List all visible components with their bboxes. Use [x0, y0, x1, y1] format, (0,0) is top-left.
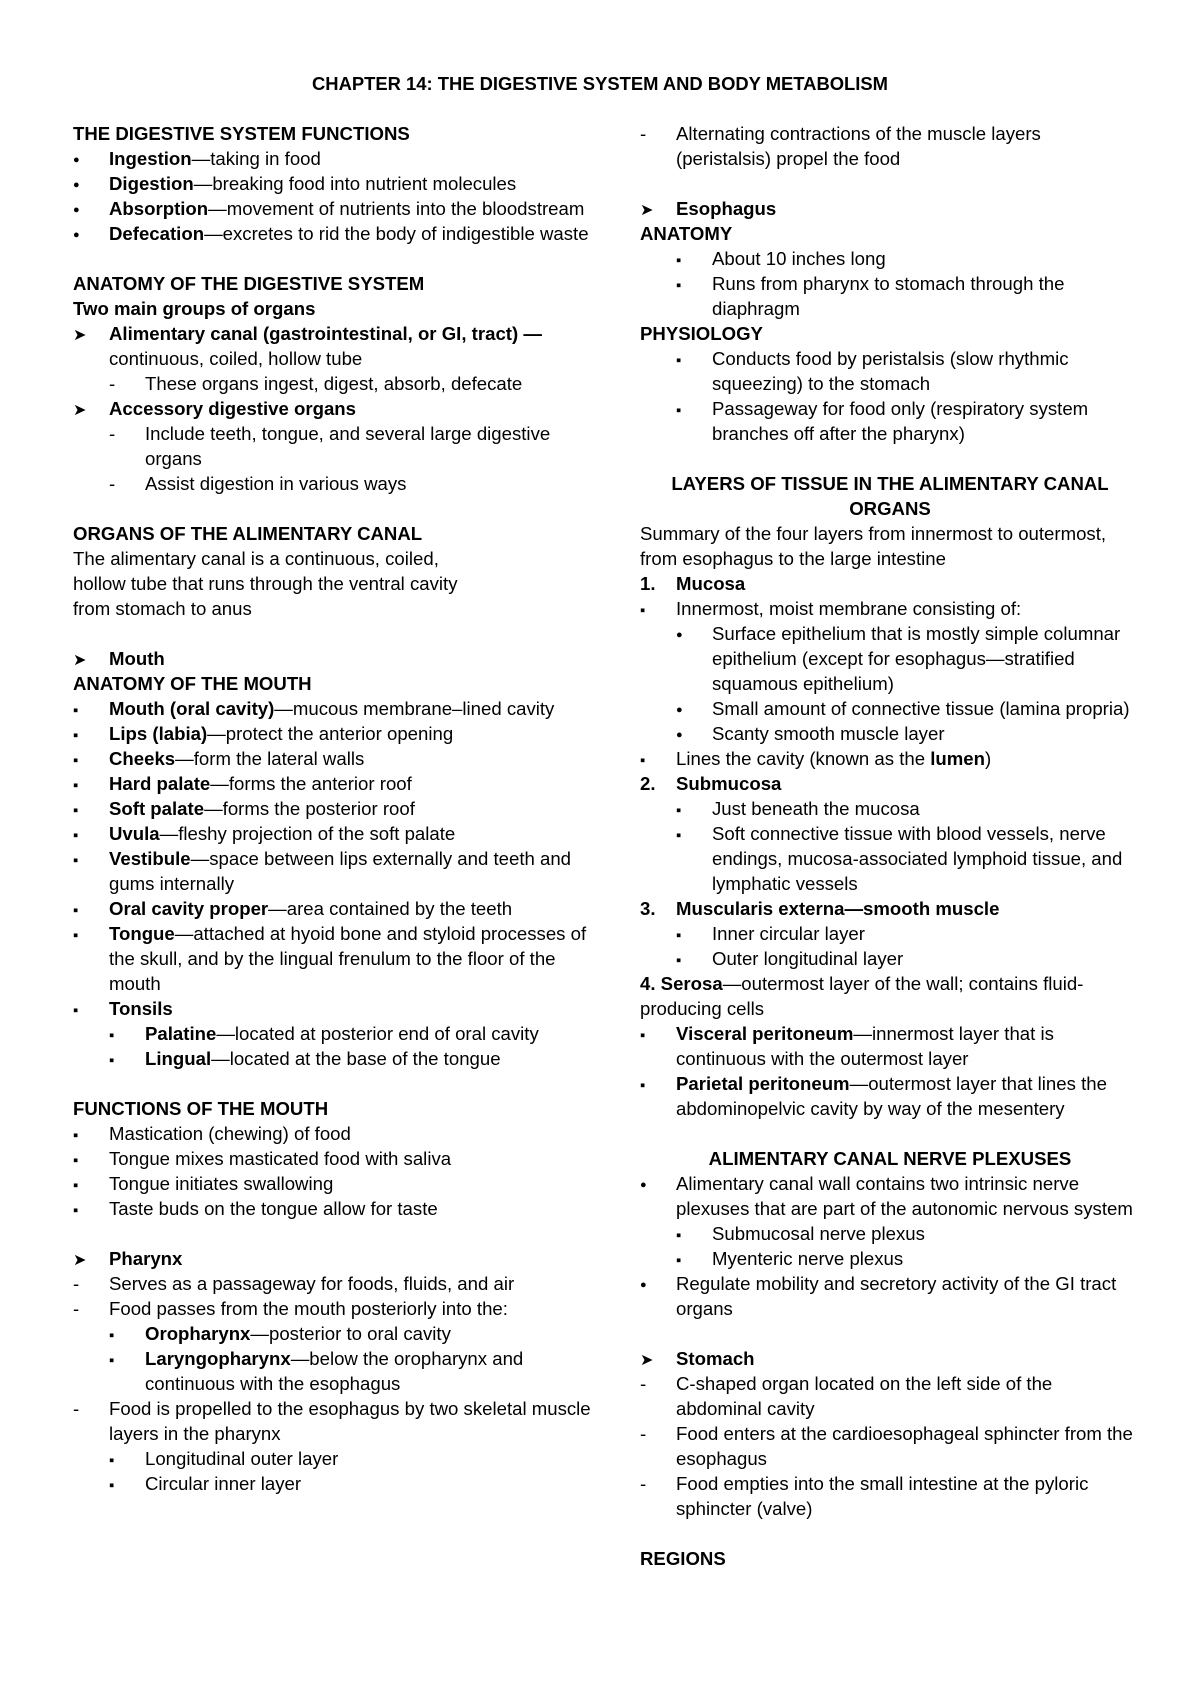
- item-text: —space between lips externally and teeth and gums internally: [109, 848, 572, 894]
- item-text: Alternating contractions of the muscle layers (peristalsis) propel the food: [676, 123, 1041, 169]
- section-heading: ANATOMY OF THE MOUTH: [73, 673, 312, 694]
- square-marker-icon: [73, 1146, 78, 1173]
- item-text: —attached at hyoid bone and styloid processes of the skull, and by the lingual frenulum to the floor of the mouth: [109, 923, 587, 994]
- term-bold: Parietal peritoneum: [676, 1073, 850, 1094]
- section-heading: FUNCTIONS OF THE MOUTH: [73, 1098, 329, 1119]
- square-marker-icon: [73, 821, 78, 848]
- section-heading: ANATOMY: [640, 223, 733, 244]
- section-heading: ORGANS OF THE ALIMENTARY CANAL: [73, 523, 423, 544]
- square-marker-icon: [640, 596, 645, 623]
- paragraph-text: [640, 971, 1140, 1021]
- spacer: [73, 496, 593, 521]
- arrow-marker-icon: [73, 321, 86, 348]
- list-item: [73, 821, 593, 846]
- list-item: [640, 121, 1140, 171]
- item-text: Runs from pharynx to stomach through the diaphragm: [712, 273, 1065, 319]
- term-bold: Absorption: [109, 198, 209, 219]
- list-number: 1.: [640, 573, 656, 594]
- list-number: 2.: [640, 773, 656, 794]
- list-item: [73, 146, 593, 171]
- term-bold: Lips (labia): [109, 723, 208, 744]
- square-marker-icon: [109, 1321, 114, 1348]
- term-bold: Stomach: [676, 1348, 755, 1369]
- list-item: [73, 421, 593, 471]
- term-bold: Laryngopharynx: [145, 1348, 291, 1369]
- item-text: —forms the anterior roof: [210, 773, 412, 794]
- square-marker-icon: [676, 821, 681, 848]
- term-bold: Digestion: [109, 173, 194, 194]
- bullet-marker-icon: [640, 1271, 647, 1300]
- item-text: Tongue mixes masticated food with saliva: [109, 1148, 452, 1169]
- square-marker-icon: [73, 996, 78, 1023]
- item-text: Soft connective tissue with blood vessels, nerve endings, mucosa-associated lymphoid tissue, and lymphatic vessels: [712, 823, 1123, 894]
- list-item: [640, 571, 1140, 596]
- square-marker-icon: [73, 896, 78, 923]
- square-marker-icon: [109, 1021, 114, 1048]
- term-bold: Accessory digestive organs: [109, 398, 356, 419]
- arrow-marker-icon: [640, 196, 653, 223]
- square-marker-icon: [73, 771, 78, 798]
- square-marker-icon: [676, 271, 681, 298]
- section-heading: ALIMENTARY CANAL NERVE PLEXUSES: [708, 1148, 1072, 1169]
- term-bold: Soft palate: [109, 798, 205, 819]
- list-item: [73, 371, 593, 396]
- list-item: [73, 846, 593, 896]
- list-item: [73, 771, 593, 796]
- square-marker-icon: [73, 1171, 78, 1198]
- list-item: [73, 1446, 593, 1471]
- term-bold: Lingual: [145, 1048, 212, 1069]
- list-item: [640, 946, 1140, 971]
- spacer: [640, 1521, 1140, 1546]
- list-item: [73, 196, 593, 221]
- list-item: [73, 896, 593, 921]
- dash-marker-icon: [109, 471, 115, 496]
- arrow-marker-icon: [73, 396, 86, 423]
- list-item: [73, 1321, 593, 1346]
- item-text: Food passes from the mouth posteriorly into the:: [109, 1298, 508, 1319]
- square-marker-icon: [73, 1121, 78, 1148]
- term-bold: Hard palate: [109, 773, 211, 794]
- list-item: [73, 171, 593, 196]
- item-text: Include teeth, tongue, and several large digestive organs: [145, 423, 551, 469]
- list-item: [73, 396, 593, 421]
- term-bold: Oropharynx: [145, 1323, 251, 1344]
- item-text: Conducts food by peristalsis (slow rhythmic squeezing) to the stomach: [712, 348, 1069, 394]
- item-text: Food empties into the small intestine at the pyloric sphincter (valve): [676, 1473, 1089, 1519]
- item-text: Surface epithelium that is mostly simple columnar epithelium (except for esophagus—stratified squamous epithelium): [712, 623, 1121, 694]
- item-text: —area contained by the teeth: [268, 898, 513, 919]
- list-number: 3.: [640, 898, 656, 919]
- square-marker-icon: [73, 846, 78, 873]
- list-item: [73, 1471, 593, 1496]
- item-text: Serves as a passageway for foods, fluids, and air: [109, 1273, 515, 1294]
- item-text: Mastication (chewing) of food: [109, 1123, 351, 1144]
- list-item: [73, 1296, 593, 1321]
- item-text: —fleshy projection of the soft palate: [159, 823, 456, 844]
- paragraph-text: The alimentary canal is a continuous, coiled,: [73, 548, 439, 569]
- arrow-marker-icon: [640, 1346, 653, 1373]
- item-text: —protect the anterior opening: [207, 723, 454, 744]
- term-bold: Palatine: [145, 1023, 217, 1044]
- term-bold: Vestibule: [109, 848, 191, 869]
- item-text: —form the lateral walls: [175, 748, 365, 769]
- list-item: [640, 1246, 1140, 1271]
- square-marker-icon: [640, 1021, 645, 1048]
- item-text: Myenteric nerve plexus: [712, 1248, 904, 1269]
- list-item: [73, 221, 593, 246]
- item-text: —breaking food into nutrient molecules: [193, 173, 517, 194]
- list-item: [640, 1271, 1140, 1321]
- list-item: [640, 1346, 1140, 1371]
- list-item: [640, 1221, 1140, 1246]
- spacer: [640, 1321, 1140, 1346]
- list-item: [73, 1121, 593, 1146]
- item-text: C-shaped organ located on the left side of the abdominal cavity: [676, 1373, 1053, 1419]
- dash-marker-icon: [640, 121, 646, 146]
- item-text: Scanty smooth muscle layer: [712, 723, 945, 744]
- section-heading: THE DIGESTIVE SYSTEM FUNCTIONS: [73, 123, 410, 144]
- term-bold: Oral cavity proper: [109, 898, 269, 919]
- spacer: [640, 171, 1140, 196]
- term-bold: Mouth (oral cavity): [109, 698, 275, 719]
- dash-marker-icon: [109, 421, 115, 446]
- list-item: [73, 1046, 593, 1071]
- list-item: [73, 646, 593, 671]
- page-title: CHAPTER 14: THE DIGESTIVE SYSTEM AND BODY METABOLISM: [312, 73, 888, 94]
- dash-marker-icon: [73, 1396, 79, 1421]
- term-bold: Muscularis externa—smooth muscle: [676, 898, 1000, 919]
- item-text: Longitudinal outer layer: [145, 1448, 339, 1469]
- term-bold: Submucosa: [676, 773, 782, 794]
- list-item: [640, 1371, 1140, 1421]
- square-marker-icon: [109, 1046, 114, 1073]
- list-item: [640, 1071, 1140, 1121]
- term-bold: Cheeks: [109, 748, 176, 769]
- spacer: [73, 246, 593, 271]
- square-marker-icon: [73, 696, 78, 723]
- section-heading: REGIONS: [640, 1548, 726, 1569]
- item-text: continuous, coiled, hollow tube: [109, 348, 363, 369]
- item-text: Alimentary canal wall contains two intrinsic nerve plexuses that are part of the autonomic nervous system: [676, 1173, 1133, 1219]
- spacer: [73, 1071, 593, 1096]
- term-bold: Tonsils: [109, 998, 173, 1019]
- square-marker-icon: [73, 1196, 78, 1223]
- dash-marker-icon: [640, 1471, 646, 1496]
- list-item: [73, 1246, 593, 1271]
- square-marker-icon: [676, 346, 681, 373]
- square-marker-icon: [109, 1446, 114, 1473]
- spacer: [73, 621, 593, 646]
- list-item: [640, 1471, 1140, 1521]
- right-column: [640, 121, 1140, 1571]
- list-item: [73, 921, 593, 996]
- spacer: [73, 1221, 593, 1246]
- item-text: —below the oropharynx and continuous with the esophagus: [145, 1348, 524, 1394]
- item-text: —mucous membrane–lined cavity: [274, 698, 555, 719]
- item-text: —outermost layer that lines the abdominopelvic cavity by way of the mesentery: [676, 1073, 1107, 1119]
- spacer: [640, 446, 1140, 471]
- item-text: Circular inner layer: [145, 1473, 302, 1494]
- list-item: [640, 1421, 1140, 1471]
- list-item: [640, 1021, 1140, 1071]
- list-item: [640, 246, 1140, 271]
- item-text: Innermost, moist membrane consisting of:: [676, 598, 1022, 619]
- list-item: [73, 796, 593, 821]
- list-item: [640, 1171, 1140, 1221]
- dash-marker-icon: [109, 371, 115, 396]
- dash-marker-icon: [640, 1371, 646, 1396]
- term-description: —outermost layer of the wall; contains fluid-producing cells: [640, 973, 1084, 1019]
- list-item: [640, 396, 1140, 446]
- item-text: Tongue initiates swallowing: [109, 1173, 334, 1194]
- term-bold: Mouth: [109, 648, 165, 669]
- list-item: [73, 1396, 593, 1446]
- square-marker-icon: [676, 1246, 681, 1273]
- list-item: [640, 696, 1140, 721]
- item-text: Assist digestion in various ways: [145, 473, 407, 494]
- list-item: [73, 721, 593, 746]
- item-text: Regulate mobility and secretory activity of the GI tract organs: [676, 1273, 1117, 1319]
- square-marker-icon: [109, 1471, 114, 1498]
- section-heading: ANATOMY OF THE DIGESTIVE SYSTEM: [73, 273, 425, 294]
- list-item: [73, 1146, 593, 1171]
- list-item: [73, 471, 593, 496]
- list-item: [73, 696, 593, 721]
- dash-marker-icon: [73, 1271, 79, 1296]
- list-item: [640, 196, 1140, 221]
- item-text: Small amount of connective tissue (lamina propria): [712, 698, 1130, 719]
- paragraph-text: from stomach to anus: [73, 598, 252, 619]
- item-text: —innermost layer that is continuous with the outermost layer: [676, 1023, 1054, 1069]
- arrow-marker-icon: [73, 646, 86, 673]
- term-bold: 4. Serosa: [640, 973, 723, 994]
- item-text: —located at the base of the tongue: [211, 1048, 501, 1069]
- square-marker-icon: [676, 396, 681, 423]
- square-marker-icon: [676, 1221, 681, 1248]
- list-item: [640, 821, 1140, 896]
- square-marker-icon: [640, 1071, 645, 1098]
- square-marker-icon: [676, 796, 681, 823]
- item-text: —excretes to rid the body of indigestible waste: [204, 223, 589, 244]
- square-marker-icon: [676, 946, 681, 973]
- item-text: These organs ingest, digest, absorb, defecate: [145, 373, 523, 394]
- list-item: [73, 1271, 593, 1296]
- item-text: Just beneath the mucosa: [712, 798, 920, 819]
- item-text: Submucosal nerve plexus: [712, 1223, 925, 1244]
- section-heading: Two main groups of organs: [73, 298, 316, 319]
- item-text: —posterior to oral cavity: [250, 1323, 451, 1344]
- term-bold: lumen: [930, 748, 986, 769]
- list-item: [640, 771, 1140, 796]
- item-text: Food is propelled to the esophagus by two skeletal muscle layers in the pharynx: [109, 1398, 591, 1444]
- list-item: [640, 721, 1140, 746]
- list-item: [640, 896, 1140, 921]
- bullet-marker-icon: [676, 621, 683, 650]
- left-column: [73, 121, 593, 1496]
- term-bold: Ingestion: [109, 148, 192, 169]
- section-heading: PHYSIOLOGY: [640, 323, 763, 344]
- dash-marker-icon: [640, 1421, 646, 1446]
- item-text: Outer longitudinal layer: [712, 948, 904, 969]
- square-marker-icon: [676, 921, 681, 948]
- list-item: [640, 271, 1140, 321]
- list-item: [73, 1196, 593, 1221]
- section-heading: LAYERS OF TISSUE IN THE ALIMENTARY CANAL ORGANS: [671, 473, 1109, 519]
- item-text: Taste buds on the tongue allow for taste: [109, 1198, 438, 1219]
- list-item: [73, 996, 593, 1021]
- square-marker-icon: [73, 921, 78, 948]
- item-text: About 10 inches long: [712, 248, 886, 269]
- term-bold: Esophagus: [676, 198, 777, 219]
- item-text: Food enters at the cardioesophageal sphincter from the esophagus: [676, 1423, 1133, 1469]
- list-item: [640, 346, 1140, 396]
- term-bold: Alimentary canal (gastrointestinal, or GI, tract) —: [109, 323, 542, 344]
- item-text: —movement of nutrients into the bloodstream: [208, 198, 585, 219]
- term-bold: Uvula: [109, 823, 160, 844]
- list-item: [640, 796, 1140, 821]
- list-item: [73, 746, 593, 771]
- item-text: ): [985, 748, 992, 769]
- square-marker-icon: [73, 746, 78, 773]
- square-marker-icon: [73, 796, 78, 823]
- term-bold: Pharynx: [109, 1248, 183, 1269]
- square-marker-icon: [676, 246, 681, 273]
- square-marker-icon: [109, 1346, 114, 1373]
- list-item: [73, 321, 593, 371]
- item-text: —located at posterior end of oral cavity: [216, 1023, 539, 1044]
- list-item: [640, 746, 1140, 771]
- square-marker-icon: [73, 721, 78, 748]
- paragraph-text: Summary of the four layers from innermost to outermost, from esophagus to the large intestine: [640, 523, 1107, 569]
- list-item: [640, 596, 1140, 621]
- list-item: [640, 921, 1140, 946]
- spacer: [640, 1121, 1140, 1146]
- term-bold: Defecation: [109, 223, 205, 244]
- item-text: —forms the posterior roof: [204, 798, 415, 819]
- term-bold: Mucosa: [676, 573, 746, 594]
- arrow-marker-icon: [73, 1246, 86, 1273]
- item-text: Passageway for food only (respiratory system branches off after the pharynx): [712, 398, 1089, 444]
- bullet-marker-icon: [73, 221, 80, 250]
- list-item: [73, 1171, 593, 1196]
- dash-marker-icon: [73, 1296, 79, 1321]
- bullet-marker-icon: [640, 1171, 647, 1200]
- paragraph-text: hollow tube that runs through the ventral cavity: [73, 573, 458, 594]
- item-text: Lines the cavity (known as the: [676, 748, 931, 769]
- item-text: Inner circular layer: [712, 923, 865, 944]
- term-bold: Visceral peritoneum: [676, 1023, 854, 1044]
- term-bold: Tongue: [109, 923, 175, 944]
- square-marker-icon: [640, 746, 645, 773]
- list-item: [73, 1021, 593, 1046]
- list-item: [73, 1346, 593, 1396]
- list-item: [640, 621, 1140, 696]
- item-text: —taking in food: [191, 148, 321, 169]
